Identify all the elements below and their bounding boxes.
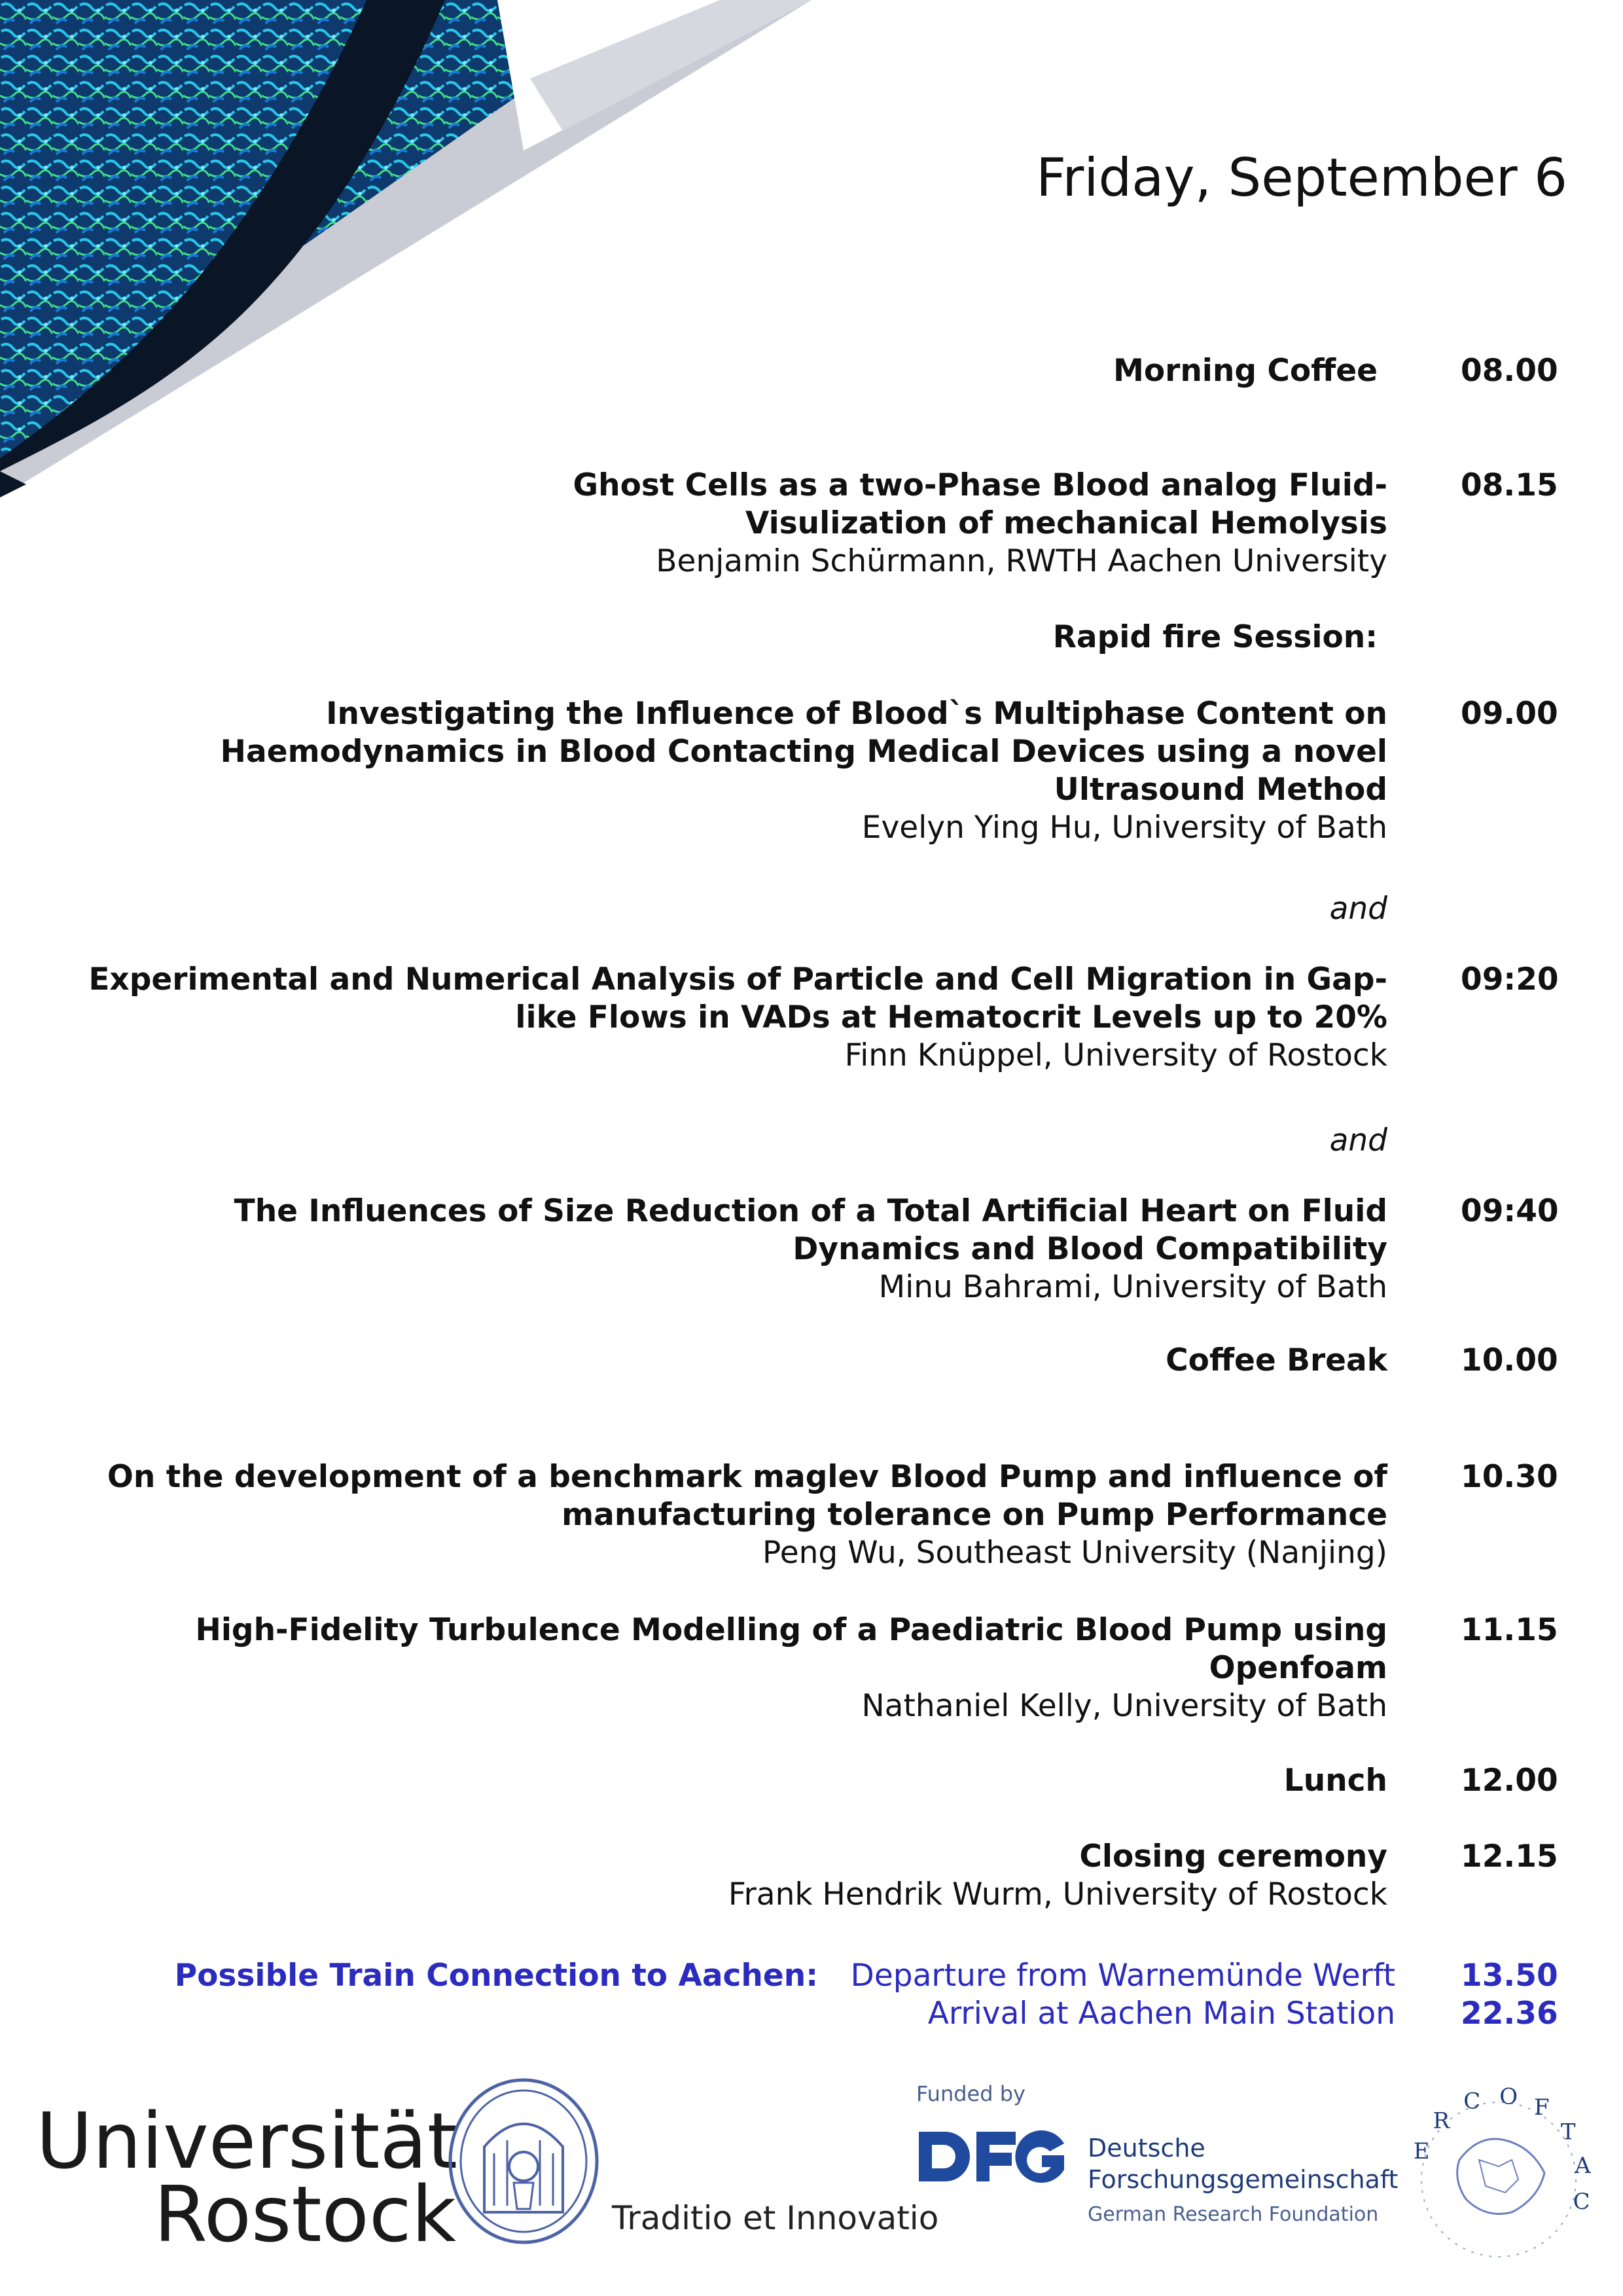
session-title: On the development of a benchmark maglev Blood Pump and influence of bbox=[107, 1459, 1387, 1495]
schedule-item-text bbox=[0, 619, 1378, 656]
schedule-item-text bbox=[0, 1458, 1387, 1572]
session-title: Ultrasound Method bbox=[1054, 772, 1387, 808]
train-departure-text: Departure from Warnemünde Werft bbox=[850, 1958, 1395, 1994]
university-logo bbox=[36, 2096, 457, 2259]
speaker-name: Frank Hendrik Wurm, University of Rostock bbox=[728, 1876, 1387, 1912]
session-title: manufacturing tolerance on Pump Performance bbox=[562, 1497, 1387, 1533]
speaker-name: Benjamin Schürmann, RWTH Aachen University bbox=[656, 543, 1387, 579]
session-time: 12.00 bbox=[1461, 1763, 1558, 1799]
session-title: Dynamics and Blood Compatibility bbox=[793, 1231, 1387, 1267]
connector-text: and bbox=[1329, 1122, 1387, 1158]
schedule-item-text bbox=[0, 695, 1387, 847]
speaker-name: Nathaniel Kelly, University of Bath bbox=[861, 1688, 1387, 1724]
session-title: High-Fidelity Turbulence Modelling of a Paediatric Blood Pump using bbox=[195, 1612, 1387, 1648]
train-departure-time: 13.50 bbox=[1461, 1958, 1558, 1994]
ercoftac-letter: A bbox=[1575, 2152, 1591, 2179]
session-title: Rapid fire Session: bbox=[1052, 619, 1378, 655]
ercoftac-letter: F bbox=[1534, 2094, 1550, 2121]
speaker-name: Evelyn Ying Hu, University of Bath bbox=[861, 810, 1387, 846]
session-time: 10.00 bbox=[1461, 1342, 1558, 1378]
session-time: 09:40 bbox=[1461, 1193, 1559, 1229]
session-time: 08.15 bbox=[1461, 467, 1558, 503]
ercoftac-letter: O bbox=[1499, 2083, 1518, 2110]
session-title: like Flows in VADs at Hematocrit Levels up to 20% bbox=[515, 999, 1387, 1035]
schedule-item-text bbox=[0, 1122, 1387, 1160]
train-arrival-time: 22.36 bbox=[1461, 1996, 1558, 2032]
schedule-item-text bbox=[0, 1611, 1387, 1725]
university-logo-line2: Rostock bbox=[154, 2169, 457, 2259]
ercoftac-letter: R bbox=[1433, 2108, 1450, 2134]
session-time: 12.15 bbox=[1461, 1839, 1558, 1874]
university-logo-line1: Universität bbox=[36, 2096, 457, 2186]
session-time: 09:20 bbox=[1461, 961, 1559, 997]
session-title: Closing ceremony bbox=[1079, 1839, 1387, 1874]
session-title: Morning Coffee bbox=[1113, 353, 1378, 389]
session-title: Experimental and Numerical Analysis of Particle and Cell Migration in Gap- bbox=[88, 961, 1387, 997]
connector-text: and bbox=[1329, 891, 1387, 927]
speaker-name: Finn Knüppel, University of Rostock bbox=[844, 1037, 1387, 1073]
speaker-name: Minu Bahrami, University of Bath bbox=[878, 1269, 1387, 1305]
train-arrival-text: Arrival at Aachen Main Station bbox=[927, 1996, 1395, 2032]
simulation-art bbox=[0, 0, 812, 497]
session-title: The Influences of Size Reduction of a Total Artificial Heart on Fluid bbox=[234, 1193, 1387, 1229]
university-motto: Traditio et Innovatio bbox=[612, 2199, 939, 2237]
session-title: Coffee Break bbox=[1166, 1342, 1387, 1378]
schedule-item-text bbox=[0, 352, 1378, 390]
ercoftac-logo-icon bbox=[1400, 2081, 1597, 2271]
session-title: Haemodynamics in Blood Contacting Medical Devices using a novel bbox=[220, 734, 1387, 770]
schedule-item-text bbox=[0, 1193, 1387, 1306]
schedule-item-text bbox=[0, 1762, 1387, 1800]
schedule-item-text bbox=[0, 1342, 1387, 1380]
schedule-item-text bbox=[0, 467, 1387, 581]
ercoftac-letter: C bbox=[1463, 2088, 1481, 2115]
ercoftac-letter: T bbox=[1560, 2119, 1576, 2145]
schedule-item-text bbox=[0, 890, 1387, 928]
ercoftac-letter: C bbox=[1573, 2189, 1590, 2215]
schedule-item-text bbox=[0, 961, 1387, 1075]
session-title: Lunch bbox=[1283, 1763, 1387, 1799]
dfg-name-line2: Forschungsgemeinschaft bbox=[1088, 2165, 1399, 2194]
session-time: 08.00 bbox=[1461, 353, 1558, 389]
dfg-mark-icon bbox=[916, 2124, 1067, 2189]
session-title: Investigating the Influence of Blood`s Multiphase Content on bbox=[326, 696, 1387, 732]
session-time: 11.15 bbox=[1461, 1612, 1558, 1648]
session-time: 09.00 bbox=[1461, 696, 1558, 732]
dfg-name-english: German Research Foundation bbox=[1088, 2203, 1379, 2226]
schedule-item-text bbox=[0, 1838, 1387, 1914]
session-title: Ghost Cells as a two-Phase Blood analog Fluid- bbox=[573, 467, 1387, 503]
dfg-funded-label: Funded by bbox=[916, 2081, 1026, 2106]
dfg-name-line1: Deutsche bbox=[1088, 2134, 1205, 2162]
session-title: Openfoam bbox=[1209, 1650, 1387, 1686]
university-seal-icon bbox=[445, 2075, 602, 2248]
footer-logos bbox=[0, 2068, 1623, 2265]
train-label: Possible Train Connection to Aachen: bbox=[174, 1958, 818, 1994]
day-title: Friday, September 6 bbox=[1036, 147, 1567, 208]
session-time: 10.30 bbox=[1461, 1459, 1558, 1495]
speaker-name: Peng Wu, Southeast University (Nanjing) bbox=[762, 1535, 1387, 1571]
dfg-logo bbox=[916, 2081, 1399, 2232]
ercoftac-letter: E bbox=[1413, 2138, 1430, 2165]
session-title: Visulization of mechanical Hemolysis bbox=[745, 505, 1387, 541]
